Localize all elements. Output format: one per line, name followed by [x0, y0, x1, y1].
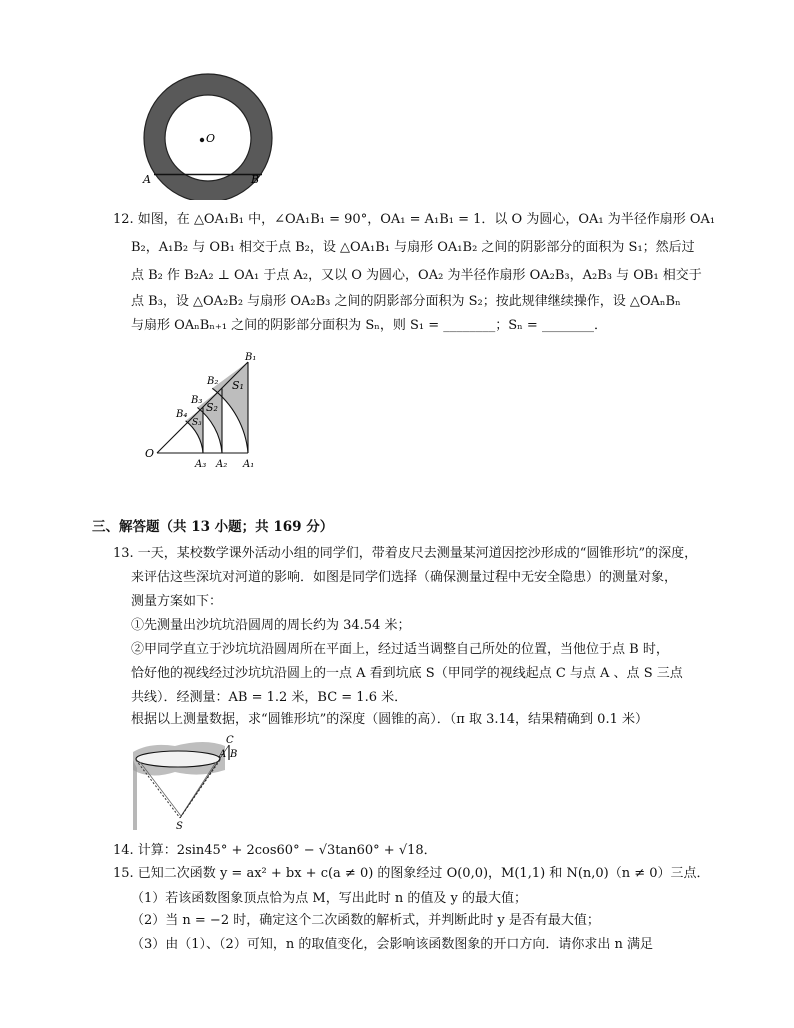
label-b3: B₃: [191, 395, 203, 406]
label-a: A: [143, 173, 151, 186]
q13-line: 测量方案如下：: [131, 594, 223, 609]
q12-line: 与扇形 OAₙBₙ₊₁ 之间的阴影部分面积为 Sₙ，则 S₁ = ________；Sₙ = ________．: [131, 318, 607, 333]
sector-figure: [0, 342, 794, 482]
label-o: O: [206, 132, 216, 145]
label-b1: B₁: [245, 352, 257, 363]
q13-line: ②甲同学直立于沙坑坑沿圆周所在平面上，经过适当调整自己所处的位置，当他位于点 B 时，: [131, 642, 669, 657]
center-point: [200, 138, 204, 142]
label-a2: A₂: [216, 459, 228, 470]
label-a1: A₁: [243, 459, 255, 470]
label-a3: A₃: [195, 459, 207, 470]
label-o: O: [145, 447, 155, 460]
q15-line: 15. 已知二次函数 y = ax² + bx + c(a ≠ 0) 的图象经过 O(0,0)，M(1,1) 和 N(n,0)（n ≠ 0）三点．: [113, 866, 710, 881]
q13-line: 根据以上测量数据，求“圆锥形坑”的深度（圆锥的高）．（π 取 3.14，结果精确到 0.1 米）: [131, 712, 648, 727]
label-s: S: [176, 821, 183, 830]
q15-line: （1）若该函数图象顶点恰为点 M，写出此时 n 的值及 y 的最大值；: [131, 891, 527, 906]
label-s1: S₁: [232, 379, 244, 392]
q13-line: 共线）．经测量：AB = 1.2 米，BC = 1.6 米．: [131, 690, 408, 705]
label-b: B: [230, 749, 238, 760]
label-b: B: [251, 173, 260, 186]
q13-line: 13. 一天，某校数学课外活动小组的同学们，带着皮尺去测量某河道因挖沙形成的“圆锥形坑”的深度，: [113, 546, 698, 561]
label-c: C: [226, 735, 234, 746]
label-b4: B₄: [176, 409, 188, 420]
q13-line: 来评估这些深坑对河道的影响．如图是同学们选择（确保测量过程中无安全隐患）的测量对象，: [131, 570, 678, 585]
q12-line: B₂，A₁B₂ 与 OB₁ 相交于点 B₂，设 △OA₁B₁ 与扇形 OA₁B₂ 之间的阴影部分的面积为 S₁；然后过: [131, 240, 695, 255]
section-title: 三、解答题（共 13 小题；共 169 分）: [92, 519, 334, 535]
label-b2: B₂: [207, 376, 219, 387]
pit-rim: [136, 751, 220, 767]
q12-line: 点 B₂ 作 B₂A₂ ⊥ OA₁ 于点 A₂，又以 O 为圆心，OA₂ 为半径作扇形 OA₂B₃，A₂B₃ 与 OB₁ 相交于: [131, 268, 702, 283]
label-s3: S₃: [192, 418, 202, 428]
q12-line: 点 B₃，设 △OA₂B₂ 与扇形 OA₂B₃ 之间的阴影部分面积为 S₂；按此规律继续操作，设 △OAₙBₙ: [131, 294, 681, 309]
q15-line: （2）当 n = −2 时，确定这个二次函数的解析式，并判断此时 y 是否有最大值；: [131, 913, 600, 928]
q13-line: ①先测量出沙坑坑沿圆周的周长约为 34.54 米；: [131, 618, 411, 633]
question-14: 14. 计算：2sin45° + 2cos60° − √3tan60° + √18．: [113, 843, 437, 858]
ring-figure: [0, 0, 794, 200]
q15-line: （3）由（1）、（2）可知，n 的取值变化，会影响该函数图象的开口方向．请你求出 n 满足: [131, 937, 653, 952]
q12-line: 12. 如图，在 △OA₁B₁ 中，∠OA₁B₁ = 90°，OA₁ = A₁B₁ = 1．以 O 为圆心，OA₁ 为半径作扇形 OA₁: [113, 212, 716, 227]
label-a: A: [219, 749, 227, 760]
label-s2: S₂: [206, 401, 218, 414]
q13-line: 恰好他的视线经过沙坑坑沿圆上的一点 A 看到坑底 S（甲同学的视线起点 C 与点 A 、点 S 三点: [131, 666, 683, 681]
cone-figure: [0, 730, 794, 830]
ground-texture-left: [133, 760, 137, 830]
